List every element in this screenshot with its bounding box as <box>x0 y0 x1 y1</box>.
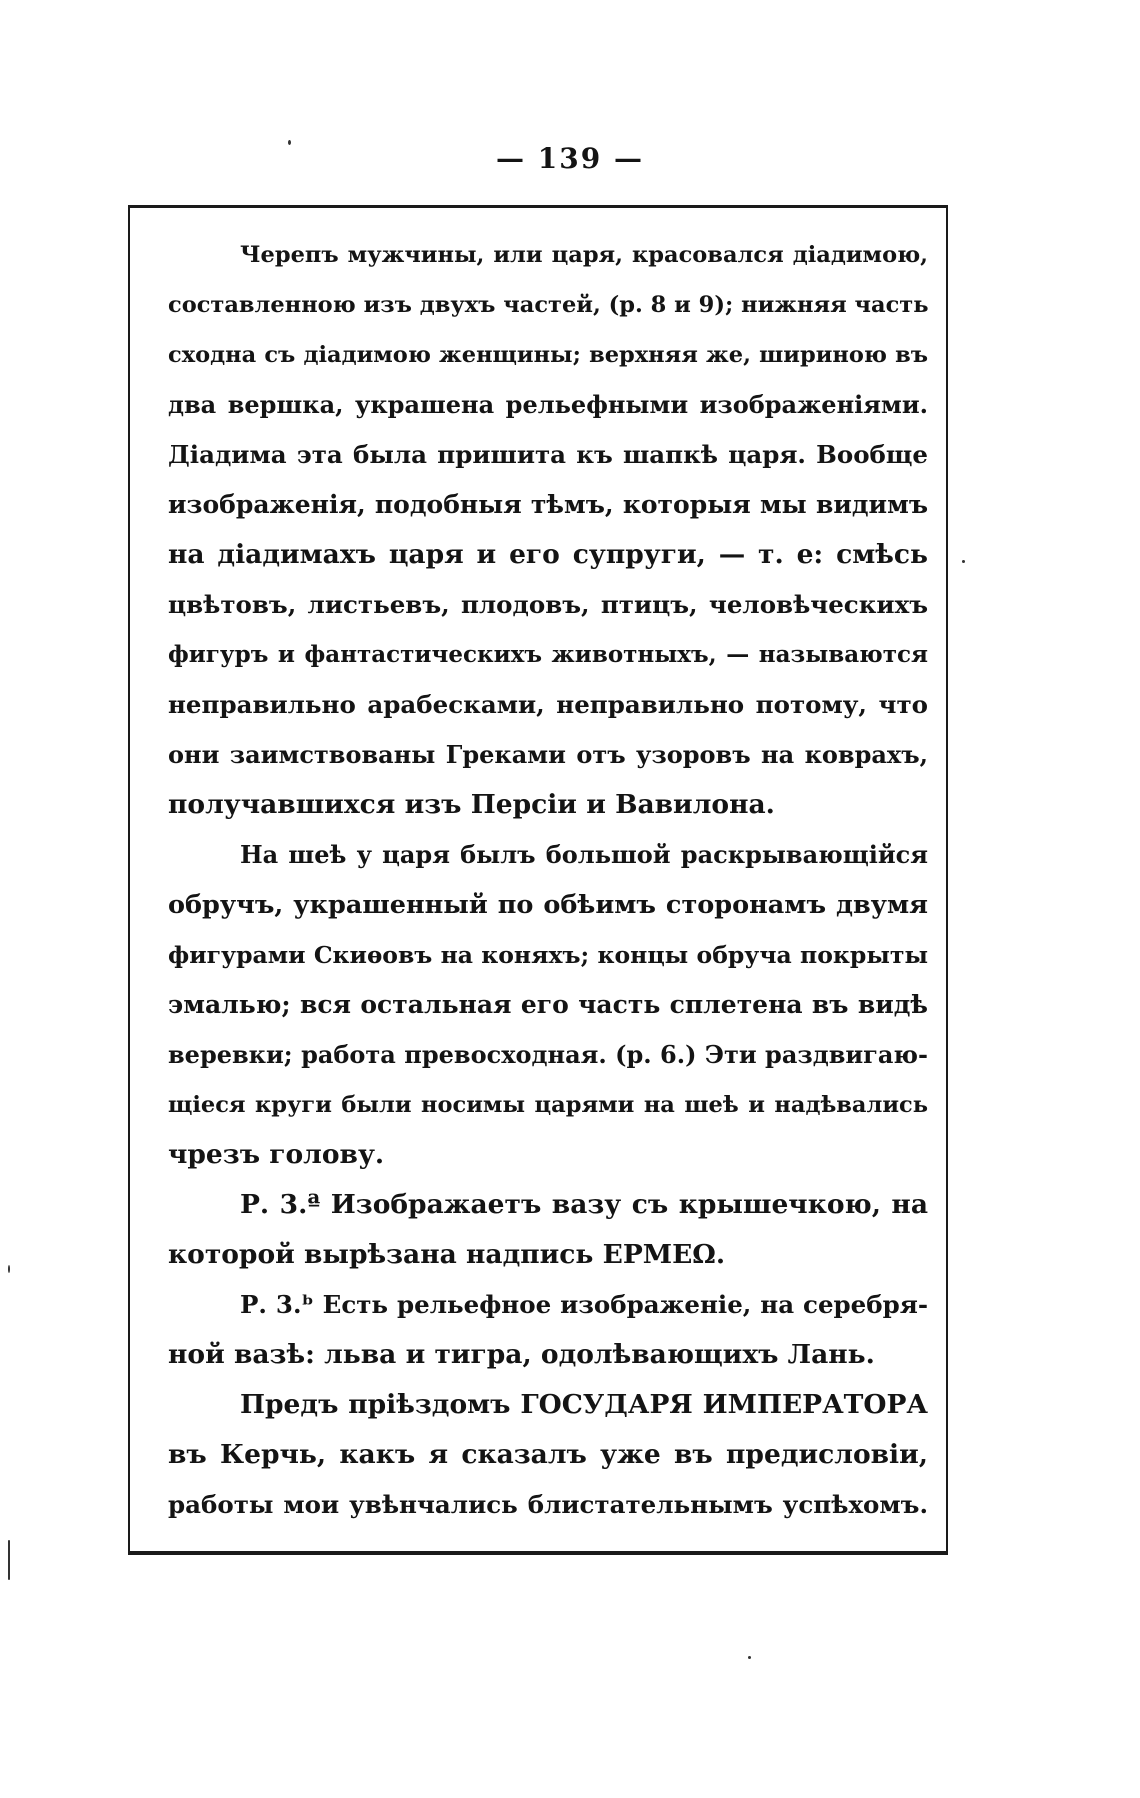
text-line: Р. 3.ᵇ Есть рельефное изображеніе, на серебря- <box>240 1290 928 1319</box>
scan-speck <box>288 140 291 145</box>
text-line: Черепъ мужчины, или царя, красовался діадимою, <box>240 242 928 268</box>
text-line: ной вазѣ: льва и тигра, одолѣвающихъ Лань. <box>168 1339 875 1370</box>
page-number: — 139 — <box>496 142 644 175</box>
text-line: два вершка, украшена рельефными изображеніями. <box>168 390 928 419</box>
text-line: сходна съ діадимою женщины; верхняя же, шириною въ <box>168 342 928 368</box>
text-line: неправильно арабесками, неправильно потому, что <box>168 690 928 719</box>
text-line: составленною изъ двухъ частей, (р. 8 и 9); нижняя часть <box>168 292 929 318</box>
text-line: чрезъ голову. <box>168 1139 385 1170</box>
text-line: фигуръ и фантастическихъ животныхъ, — называются <box>168 641 928 668</box>
scan-speck <box>8 1265 10 1273</box>
text-line: въ Керчь, какъ я сказалъ уже въ предисловіи, <box>168 1439 928 1470</box>
text-line: которой вырѣзана надпись ЕРМЕΩ. <box>168 1239 726 1270</box>
text-line: они заимствованы Греками отъ узоровъ на коврахъ, <box>168 740 928 769</box>
text-line: эмалью; вся остальная его часть сплетена въ видѣ <box>168 990 928 1019</box>
text-line: Предъ пріѣздомъ ГОСУДАРЯ ИМПЕРАТОРА <box>240 1389 928 1420</box>
text-line: работы мои увѣнчались блистательнымъ успѣхомъ. <box>168 1490 928 1519</box>
text-line: Діадима эта была пришита къ шапкѣ царя. Вообще <box>168 440 928 469</box>
text-line: веревки; работа превосходная. (р. 6.) Эти раздвигаю- <box>168 1040 928 1069</box>
text-line: обручъ, украшенный по обѣимъ сторонамъ двумя <box>168 890 928 920</box>
text-line: Р. 3.ª Изображаетъ вазу съ крышечкою, на <box>240 1189 928 1220</box>
scan-speck <box>962 560 965 563</box>
text-line: фигурами Скиѳовъ на коняхъ; концы обруча покрыты <box>168 941 928 969</box>
text-line: изображенія, подобныя тѣмъ, которыя мы видимъ <box>168 490 928 519</box>
text-body <box>168 230 928 1530</box>
text-line: на діадимахъ царя и его супруги, — т. е: смѣсь <box>168 539 928 570</box>
text-line: щіеся круги были носимы царями на шеѣ и надѣвались <box>168 1092 928 1118</box>
scan-speck <box>8 1540 10 1580</box>
scan-speck <box>748 1656 751 1659</box>
text-line: получавшихся изъ Персіи и Вавилона. <box>168 789 775 820</box>
text-line: На шеѣ у царя былъ большой раскрывающійся <box>240 840 928 869</box>
text-frame <box>128 205 948 1555</box>
text-line: цвѣтовъ, листьевъ, плодовъ, птицъ, человѣческихъ <box>168 590 928 619</box>
